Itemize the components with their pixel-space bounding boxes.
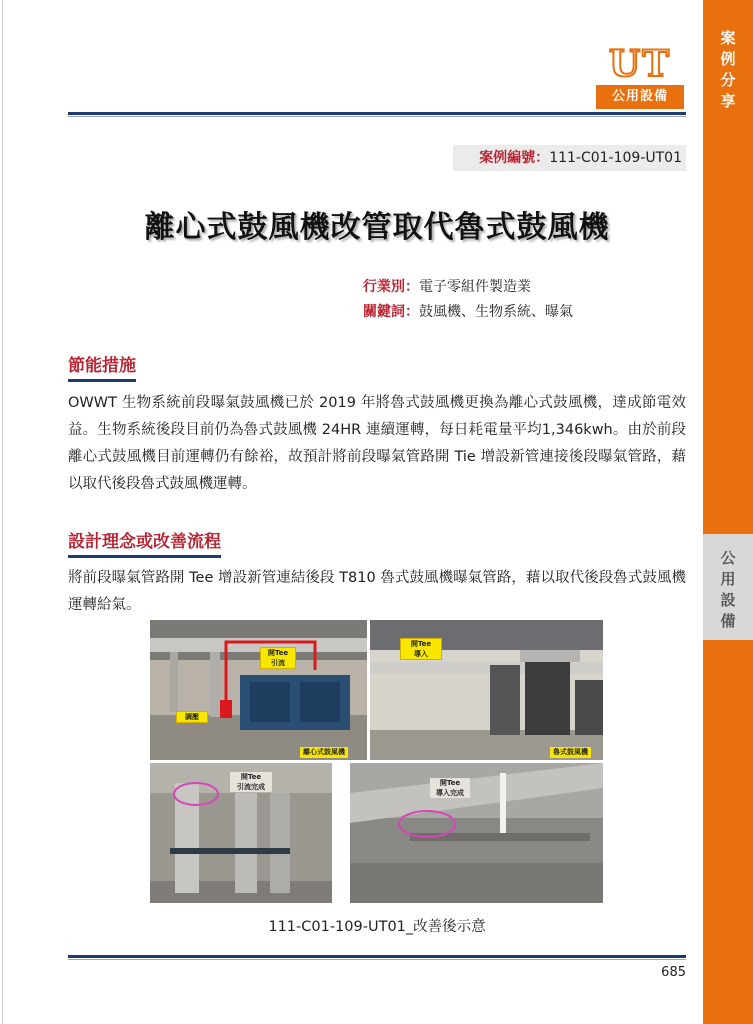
photo-tee-inflow-done-image <box>350 763 603 903</box>
header-rule <box>68 112 686 115</box>
case-number-box <box>453 145 686 171</box>
industry-label: 行業別： <box>363 279 419 295</box>
page-edge-line <box>2 0 3 1024</box>
photo-tee-outflow-done <box>150 763 332 903</box>
photo-label-tee-inflow-done <box>430 778 470 798</box>
chapter-sidebar <box>703 0 753 1024</box>
photo-label-line: 導入完成 <box>436 789 464 797</box>
photo-label-line: 引流完成 <box>237 783 265 791</box>
photo-tee-inflow-done <box>350 763 603 903</box>
keywords-line <box>363 301 573 321</box>
photo-label-pressure-valve: 調壓 <box>176 711 208 723</box>
section-heading-measures: 節能措施 <box>68 351 136 382</box>
photo-label-tee-outflow <box>260 647 296 669</box>
page-number: 685 <box>661 965 686 980</box>
photo-centrifugal-blower <box>150 620 367 760</box>
footer-rule-thin <box>68 959 686 960</box>
sidebar-tab-char: 備 <box>720 612 736 630</box>
case-number-value: 111-C01-109-UT01 <box>549 150 682 166</box>
photo-label-line: 導入 <box>414 650 428 658</box>
sidebar-char: 例 <box>720 50 736 68</box>
sidebar-tab-char: 用 <box>720 570 736 588</box>
keywords-value: 鼓風機、生物系統、曝氣 <box>419 304 573 320</box>
sidebar-char: 享 <box>720 92 736 110</box>
ut-logo-letters <box>594 44 686 82</box>
photo-label-line: 開Tee <box>267 649 289 657</box>
photo-label-line: 開Tee <box>410 640 432 648</box>
photo-label-roots-blower: 魯式鼓風機 <box>550 747 591 758</box>
industry-value: 電子零組件製造業 <box>419 279 531 295</box>
industry-line <box>363 276 531 296</box>
header-rule-thin <box>68 116 686 117</box>
ut-logo <box>594 44 686 112</box>
sidebar-char: 案 <box>720 29 736 47</box>
ut-logo-text: UT <box>608 44 672 82</box>
section-heading-design: 設計理念或改善流程 <box>68 527 221 558</box>
photo-roots-blower <box>370 620 603 760</box>
sidebar-tab-public-facilities[interactable] <box>703 534 753 640</box>
case-number-label: 案例編號： <box>479 150 550 166</box>
sidebar-tab-char: 設 <box>720 591 736 609</box>
photo-centrifugal-blower-image <box>150 620 367 760</box>
page-title: 離心式鼓風機改管取代魯式鼓風機 <box>144 210 610 245</box>
photo-label-tee-outflow-done <box>230 772 272 792</box>
sidebar-case-sharing-label <box>703 28 753 112</box>
photo-label-line: 引流 <box>271 659 285 667</box>
sidebar-char: 分 <box>720 71 736 89</box>
measures-paragraph: OWWT 生物系統前段曝氣鼓風機已於 2019 年將魯式鼓風機更換為離心式鼓風機，達成節電效益。生物系統後段目前仍為魯式鼓風機 24HR 連續運轉，每日耗電量平均1,346kwh。由於前段離心式鼓風機目前運轉仍有餘裕，故預計將前段曝氣管路開 Tie 增設新管連接後段曝氣管路，藉以取代後段魯式鼓風機運轉。 <box>68 395 686 492</box>
photo-label-centrifugal-blower: 離心式鼓風機 <box>300 747 348 758</box>
keywords-label: 關鍵詞： <box>363 304 419 320</box>
design-paragraph: 將前段曝氣管路開 Tee 增設新管連結後段 T810 魯式鼓風機曝氣管路，藉以取代後段魯式鼓風機運轉給氣。 <box>68 570 686 613</box>
footer-rule <box>68 955 686 958</box>
figure-caption: 111-C01-109-UT01_改善後示意 <box>268 919 486 935</box>
photo-label-tee-inflow <box>400 638 442 660</box>
photo-label-line: 開Tee <box>240 773 262 781</box>
sidebar-tab-char: 公 <box>720 549 736 567</box>
ut-logo-band: 公用設備 <box>596 85 684 109</box>
photo-label-line: 開Tee <box>439 779 461 787</box>
